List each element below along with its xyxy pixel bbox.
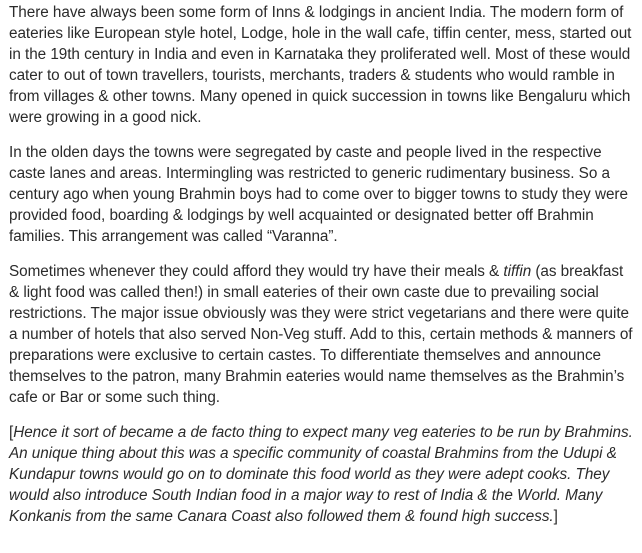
paragraph-varanna: In the olden days the towns were segregated by caste and people lived in the respective caste lanes and areas. Intermingling was restricted to generic rudimentary business. So a century ago when young Brahmin boys had to come over to bigger towns to study they were provided food, boarding & lodgings by well acquainted or designated better off Brahmin families. This arrangement was called “Varanna”. — [9, 144, 628, 245]
tiffin-emphasis: tiffin — [503, 263, 532, 280]
paragraph-inns-history: There have always been some form of Inns & lodgings in ancient India. The modern form of eateries like European style hotel, Lodge, hole in the wall cafe, tiffin center, mess, started out in the 19th century in India and even in Karnataka they proliferated well. Most of these would cater to out of town travellers, tourists, merchants, traders & students who would ramble in from villages & other towns. Many opened in quick succession in towns like Bengaluru which were growing in a good nick. — [9, 4, 632, 126]
note-text: Hence it sort of became a de facto thing to expect many veg eateries to be run by Brahmins. An unique thing about this was a specific community of coastal Brahmins from the Udupi & Kundapur towns would go on to dominate this food world as they were adept cooks. They would also introduce South Indian food in a major way to rest of India & the World. Many Konkanis from the same Canara Coast also followed them & found high success. — [9, 424, 633, 525]
article-body — [9, 2, 637, 527]
paragraph-bracketed-note — [9, 422, 637, 527]
paragraph-brahmin-eateries — [9, 261, 637, 408]
open-bracket: [ — [9, 424, 14, 441]
close-bracket: ] — [553, 508, 558, 525]
paragraph-text-before: Sometimes whenever they could afford they would try have their meals & — [9, 263, 504, 280]
paragraph-text-after: (as breakfast & light food was called then!) in small eateries of their own caste due to prevailing social restrictions. The major issue obviously was they were strict vegetarians and there were quite a number of hotels that also served Non-Veg stuff. Add to this, certain methods & manners of preparations were exclusive to certain castes. To differentiate themselves and announce themselves to the patron, many Brahmin eateries would name themselves as the Brahmin’s cafe or Bar or some such thing. — [9, 263, 633, 406]
